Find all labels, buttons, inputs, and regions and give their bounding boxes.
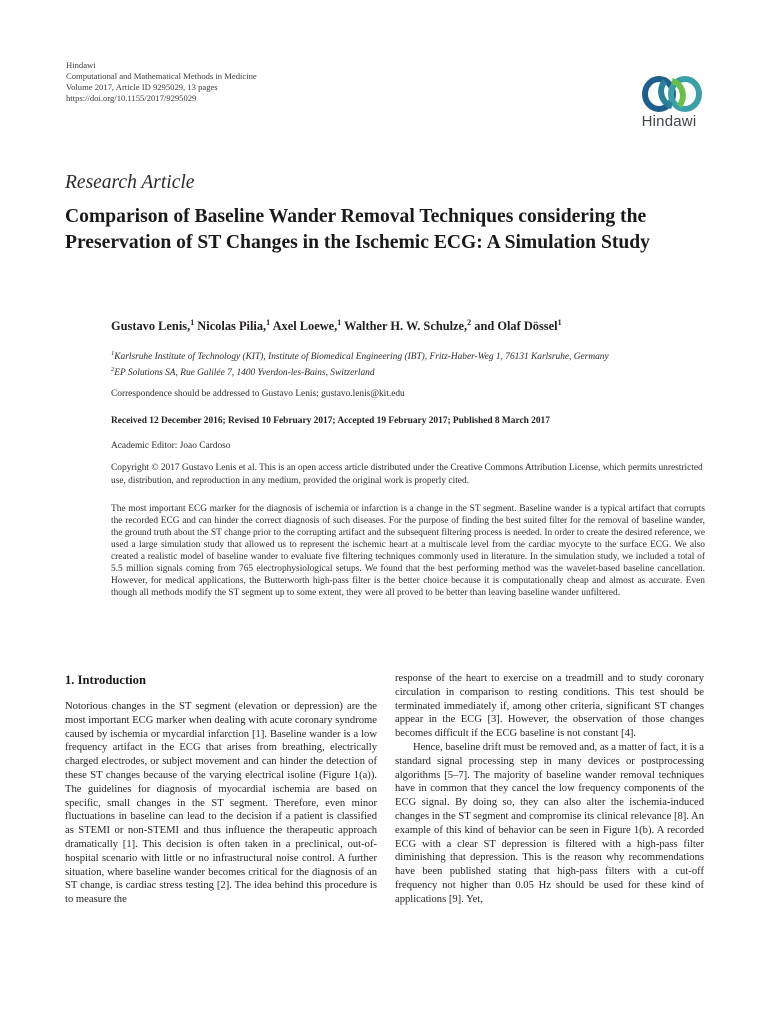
author: Nicolas Pilia,$^1$ [197,318,271,334]
doi-link[interactable]: https://doi.org/10.1155/2017/9295029 [66,93,197,103]
author: and Olaf Dössel$^1$ [474,318,562,334]
publisher-name: Hindawi [66,60,96,70]
author: Axel Loewe,$^1$ [272,318,342,334]
section-heading: 1. Introduction [65,673,146,687]
body-column-left [65,700,377,907]
logo-text: Hindawi [641,113,697,130]
article-type: Research Article [65,172,195,193]
affiliation: $^2$EP Solutions SA, Rue Galilée 7, 1400 Yverdon-les-Bains, Switzerland [111,365,375,378]
copyright-notice: Copyright © 2017 Gustavo Lenis et al. This is an open access article distributed under the Creative Commons Attribution License, which permits unrestricted use, distribution, and reproduction in any medium, provided the original work is properly cited. [111,463,703,486]
paragraph: Notorious changes in the ST segment (elevation or depression) are the most important ECG marker when dealing with acute coronary syndrome caused by ischemia or mycardial infarction [1]. Baseline wander is a low frequency artifact in the ECG that arises from breathing, electrically charged electrodes, or subject movement and can hinder the detection of these ST changes because of the varying electrical isoline (Figure 1(a)). The guidelines for diagnosis of myocardial ischemia are based on specific, small changes in the ST segment. Therefore, even minor fluctuations in baseline can lead to the decision if a patient is classified as STEMI or non-STEMI and thus influence the therapeutic approach dramatically [1]. This decision is often taken in a preclinical, out-of-hospital scenario with little or no infrastructural noise control. A further situation, where baseline wander becomes critical for the diagnosis of an ST change, is cardiac stress testing [2]. The idea behind this procedure is to measure the [65,701,377,906]
affiliation: $^1$Karlsruhe Institute of Technology (KIT), Institute of Biomedical Engineering (IBT), Fritz-Haber-Weg 1, 76131 Karlsruhe, Germany [111,350,609,363]
affiliations [111,348,609,379]
author: Gustavo Lenis,$^1$ [111,318,195,334]
body-column-right [395,672,704,907]
correspondence: Correspondence should be addressed to Gustavo Lenis; gustavo.lenis@kit.edu [111,389,405,399]
publication-dates: Received 12 December 2016; Revised 10 February 2017; Accepted 19 February 2017; Published 8 March 2017 [111,416,550,426]
journal-name: Computational and Mathematical Methods in Medicine [66,71,257,81]
journal-info [66,60,257,104]
paragraph: response of the heart to exercise on a treadmill and to study coronary circulation in comparison to resting conditions. This test should be terminated immediately if, among other criteria, significant ST changes appear in the ECG [3]. However, the observation of those changes becomes difficult if the ECG baseline is not constant [4]. [395,673,704,740]
volume-info: Volume 2017, Article ID 9295029, 13 pages [66,82,218,92]
paragraph: Hence, baseline drift must be removed and, as a matter of fact, it is a standard signal processing step in many devices or postprocessing algorithms [5–7]. The majority of baseline wander removal techniques have in common that they cancel the low frequency components of the ECG signal. By doing so, they can also alter the ischemia-induced changes in the ST segment and compromise its clinical relevance [8]. An example of this kind of behavior can be seen in Figure 1(b). A recorded ECG with a clear ST depression is filtered with a high-pass filter diminishing that depression. This is the reason why recommendations have been published stating that high-pass filters with a cut-off frequency not higher than 0.05 Hz should be used for these kind of applications [9]. Yet, [395,741,704,905]
author-list [111,318,562,334]
author: Walther H. W. Schulze,$^2$ [344,318,472,334]
article-title: Comparison of Baseline Wander Removal Techniques considering the Preservation of ST Changes in the Ischemic ECG: A Simulation Study [65,206,650,253]
academic-editor: Academic Editor: Joao Cardoso [111,441,231,451]
abstract: The most important ECG marker for the diagnosis of ischemia or infarction is a change in the ST segment. Baseline wander is a typical artifact that corrupts the recorded ECG and can hinder the correct diagnosis of such diseases. For the purpose of finding the best suited filter for the removal of baseline wander, the ground truth about the ST change prior to the corrupting artifact and the subsequent filtering process is needed. In order to create the desired reference, we used a large simulation study that allowed us to represent the ischemic heart at a multiscale level from the cardiac myocyte to the surface ECG. We also created a realistic model of baseline wander to evaluate five filtering techniques commonly used in literature. In the simulation study, we included a total of 5.5 million signals coming from 765 electrophysiological setups. We found that the best performing method was the wavelet-based baseline cancellation. However, for medical applications, the Butterworth high-pass filter is the better choice because it is computationally cheap and almost as accurate. Even though all methods modify the ST segment up to some extent, they were all proved to be better than leaving baseline wander unfiltered. [111,504,705,599]
